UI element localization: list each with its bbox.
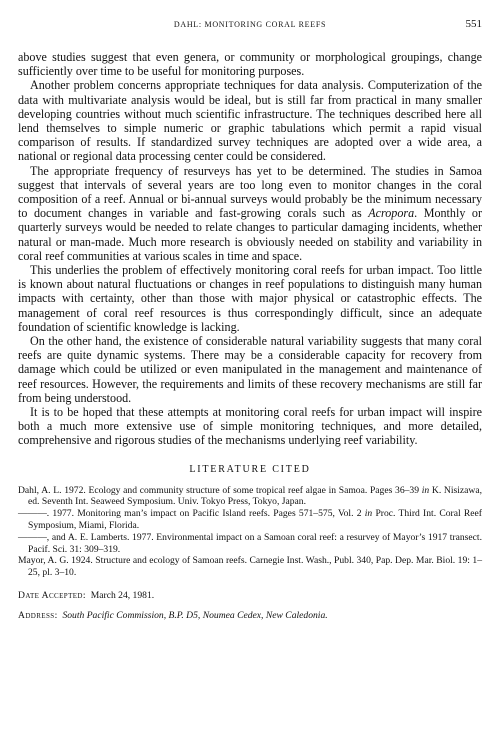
genus-name: Acropora	[368, 206, 415, 221]
date-accepted-value: March 24, 1981.	[90, 590, 155, 602]
running-head: DAHL: MONITORING CORAL REEFS	[173, 20, 327, 29]
reference-item: Mayor, A. G. 1924. Structure and ecology of Samoan reefs. Carnegie Inst. Wash., Publ. 340, Pap. Dep. Mar. Biol. 19: 1–25, pl. 3–10.	[18, 555, 482, 579]
reference-text: ———. 1977. Monitoring man’s impact on Pacific Island reefs. Pages 571–575, Vol. 2	[18, 508, 365, 520]
paragraph-continuation: above studies suggest that even genera, or community or morphological groupings, change sufficiently over time to be useful for monitoring purposes.	[18, 50, 482, 79]
paragraph-urban-impact: This underlies the problem of effectively monitoring coral reefs for urban impact. Too little is known about natural fluctuations or changes in reef populations to distinguish many human impacts with certainty, other than those with major physical or catastrophic effects. The management of coral reef resources is thus correspondingly difficult, since an adequate foundation of scientific knowledge is lacking.	[18, 263, 482, 334]
paragraph-resurvey-frequency	[18, 164, 482, 263]
reference-text: Dahl, A. L. 1972. Ecology and community structure of some tropical reef algae in Samoa. Pages 36–39	[18, 484, 422, 496]
reference-text: K. Nisizawa, ed. Seventh Int. Seaweed Symposium. Univ. Tokyo Press, Tokyo, Japan.	[28, 484, 483, 508]
address-value: South Pacific Commission, B.P. D5, Noumea Cedex, New Caledonia.	[62, 610, 328, 622]
author-address	[18, 610, 482, 622]
paragraph-natural-variability: On the other hand, the existence of considerable natural variability suggests that many coral reefs are quite dynamic systems. There may be a considerable capacity for recovery from damage which could be utilized or even manipulated in the management and maintenance of reef resources. However, the requirements and limits of these recovery mechanisms are still far from being understood.	[18, 334, 482, 405]
article-meta	[18, 590, 482, 622]
reference-in: in	[421, 484, 430, 496]
literature-cited-heading: LITERATURE CITED	[189, 463, 311, 475]
paragraph-conclusion: It is to be hoped that these attempts at monitoring coral reefs for urban impact will inspire both a much more extensive use of simple monitoring techniques, and more detailed, comprehensive and rigorous studies of the mechanisms underlying reef variability.	[18, 405, 482, 448]
date-accepted-label: Date Accepted:	[18, 590, 86, 602]
page-number: 551	[465, 18, 482, 30]
paragraph-text: The appropriate frequency of resurveys has yet to be determined. The studies in Samoa suggest that intervals of several years are too long even to monitor changes in the coral composition of a reef. Annual or bi-annual surveys would probably be the minimum necessary to document changes in variable and fast-growing corals such as	[18, 163, 482, 221]
reference-in: in	[364, 508, 373, 520]
reference-list	[18, 485, 482, 579]
reference-item	[18, 485, 482, 509]
article-body	[18, 50, 482, 448]
date-accepted	[18, 590, 482, 602]
reference-item	[18, 508, 482, 532]
reference-text: Proc. Third Int. Coral Reef Symposium, Miami, Florida.	[28, 508, 482, 532]
paragraph-text: . Monthly or quarterly surveys would be needed to relate changes to particular damaging incidents, whether natural or man-made. Much more research is obviously needed on stability and variability in coral reef communities at various scales in time and space.	[18, 206, 482, 263]
address-label: Address:	[18, 610, 58, 622]
page-header	[18, 16, 482, 36]
journal-page	[18, 16, 482, 630]
paragraph-data-analysis: Another problem concerns appropriate techniques for data analysis. Computerization of the data with multivariate analysis would be ideal, but is still far from practical in many smaller developing countries without much scientific infrastructure. The techniques described here all lend themselves to simple numeric or graphic tabulations which permit a rapid visual comparison of results. If standardized survey techniques are adopted over a wide area, a national or regional data processing center could be considered.	[18, 78, 482, 164]
reference-item: ———, and A. E. Lamberts. 1977. Environmental impact on a Samoan coral reef: a resurvey of Mayor’s 1917 transect. Pacif. Sci. 31: 309–319.	[18, 531, 482, 555]
